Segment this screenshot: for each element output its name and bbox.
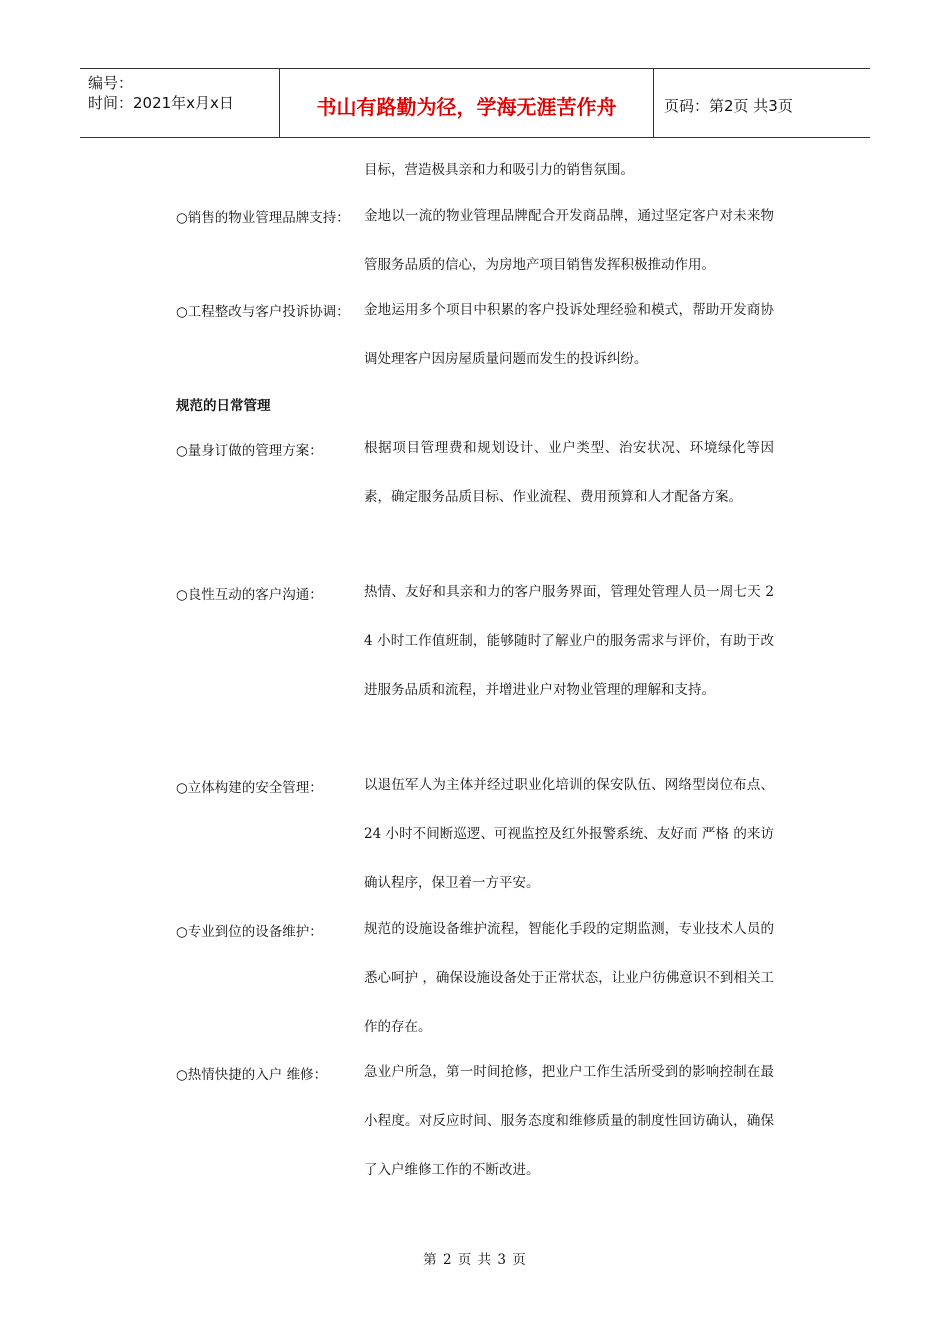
item-label: ○良性互动的客户沟通：	[176, 587, 323, 603]
section-title: 规范的日常管理	[176, 398, 271, 414]
motto: 书山有路勤为径，学海无涯苦作舟	[280, 69, 654, 137]
page-indicator: 页码：第2页 共3页	[664, 96, 793, 115]
item-label: ○量身订做的管理方案：	[176, 443, 323, 459]
item-text: 金地以一流的物业管理品牌配合开发商品牌，通过坚定客户对未来物管服务品质的信心，为房地产项目销售发挥积极推动作用。	[364, 208, 774, 273]
intro-line: 目标，营造极具亲和力和吸引力的销售氛围。	[364, 162, 634, 178]
item-text: 热情、友好和具亲和力的客户服务界面，管理处管理人员一周七天 24 小时工作值班制，能够随时了解业户的服务需求与评价，有助于改进服务品质和流程，并增进业户对物业管理的理解和支持。	[364, 584, 774, 698]
item-text: 规范的设施设备维护流程，智能化手段的定期监测，专业技术人员的 悉心呵护 ，确保设施设备处于正常状态，让业户彷佛意识不到相关工作的存在。	[364, 921, 774, 1035]
item-label: ○立体构建的安全管理：	[176, 780, 323, 796]
header-left-cell	[80, 69, 280, 137]
item-text: 根据项目管理费和规划设计、业户类型、治安状况、环境绿化等因素，确定服务品质目标、作业流程、费用预算和人才配备方案。	[364, 440, 774, 505]
date-label: 时间：2021年x月x日	[88, 94, 234, 112]
item-label: ○专业到位的设备维护：	[176, 924, 323, 940]
item-label: ○销售的物业管理品牌支持：	[176, 210, 350, 226]
item-text: 急业户所急，第一时间抢修，把业户工作生活所受到的影响控制在最小程度。对反应时间、服务态度和维修质量的制度性回访确认，确保了入户维修工作的不断改进。	[364, 1064, 774, 1178]
page-footer: 第 2 页 共 3 页	[423, 1252, 527, 1268]
item-label: ○工程整改与客户投诉协调：	[176, 304, 350, 320]
item-label: ○热情快捷的入户 维修：	[176, 1067, 328, 1083]
number-label: 编号：	[88, 74, 134, 92]
item-text: 以退伍军人为主体并经过职业化培训的保安队伍、网络型岗位布点、 24 小时不间断巡逻、可视监控及红外报警系统、友好而 严格 的来访确认程序，保卫着一方平安。	[364, 777, 774, 891]
item-text: 金地运用多个项目中积累的客户投诉处理经验和模式，帮助开发商协调处理客户因房屋质量问题而发生的投诉纠纷。	[364, 302, 774, 367]
document-header	[80, 68, 870, 138]
